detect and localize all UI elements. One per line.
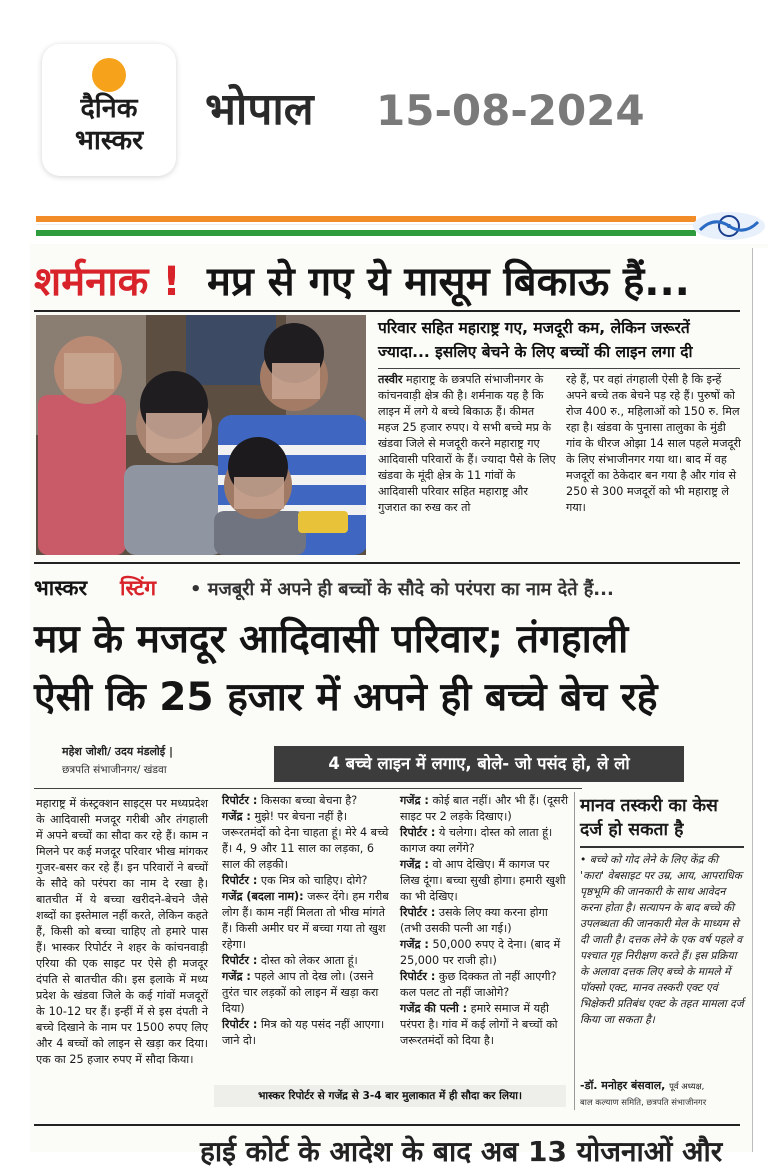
adjacent-page-edge [752,248,768,1152]
speaker: रिपोर्टर : [222,874,258,887]
dialogue-text: कुछ दिक्कत तो नहीं आएगी? कल पलट तो नहीं जाओगे? [400,970,557,999]
speaker: गजेंद्र : [400,794,429,807]
next-story-headline[interactable]: हाई कोर्ट के आदेश के बाद अब 13 योजनाओं और [200,1135,723,1168]
dialogue-text: कोई बात नहीं। और भी हैं। (दूसरी साइट पर 2 लड़के दिखाए।) [400,794,569,823]
story1-column-1 [378,372,556,516]
speaker: गजेंद्र : [400,938,429,951]
dialogue-line [400,825,570,857]
flag-emblem-icon [690,210,768,242]
divider [34,310,740,312]
masthead [0,0,768,212]
story2-footnote-box [214,1085,566,1107]
white-stripe [36,224,696,229]
dateline-place: छत्रपति संभाजीनगर/ खंडवा [62,764,167,776]
dialogue-line [222,873,392,889]
logo-text-line2: भास्कर [74,125,144,156]
dialogue-line [400,937,570,969]
speaker: गजेंद्र : [222,810,251,823]
story2-headline-line2[interactable]: ऐसी कि 25 हजार में अपने ही बच्चे बेच रहे [34,675,658,720]
dialogue-line [222,793,392,809]
logo-sun-icon [92,58,126,92]
speaker: रिपोर्टर : [222,954,258,967]
dialogue-text: एक मित्र को चाहिए। दोगे? [257,874,368,887]
headline-shame-tag: शर्मनाक ! [34,259,181,305]
divider [580,846,744,848]
sidebar-signature-name: -डॉ. मनोहर बंसवाल, [580,1079,666,1092]
dialogue-line [400,793,570,825]
story1-lead-word: तस्वीर [378,373,403,386]
divider [378,368,740,369]
story1-subheadline: परिवार सहित महाराष्ट्र गए, मजदूरी कम, लेकिन जरूरतें ज्यादा... इसलिए बेचने के लिए बच्चों की लाइन लगा दी [378,319,693,361]
dialogue-text: उसके लिए क्या करना होगा (तभी उसकी पत्नी आ गई।) [400,906,548,935]
story1-column-2: रहे हैं, पर वहां तंगहाली ऐसी है कि इन्हें अपने बच्चे तक बेचने पड़ रहे हैं। पुरुषों को रोज 400 रु., महिलाओं को 150 रु. मिल रहा है। खंडवा के पुनासा तालुका के मुंडी गांव के धीरज ओझा 14 साल पहले मजदूरी के लिए संभाजीनगर गया था। बाद में वह मजदूरों का ठेकेदार बन गया है और गांव से 250 से 300 मजदूरों को भी महाराष्ट्र ले गया। [566,373,741,514]
speaker: रिपोर्टर : [222,1018,258,1031]
speaker: रिपोर्टर : [222,794,258,807]
green-stripe [36,230,696,236]
divider [34,788,582,789]
dialogue-line [222,889,392,953]
dialogue-text: वो आप देखिए। मैं कागज पर लिख दूंगा। बच्चा सुखी होगा। हमारी खुशी का भी देखिए। [400,858,566,903]
dialogue-column-1 [222,793,392,1049]
speaker: रिपोर्टर : [400,826,436,839]
story1-headline[interactable]: मप्र से गए ये मासूम बिकाऊ हैं... [207,259,690,305]
dialogue-text: 50,000 रुपए दे देना। (बाद में 25,000 पर राजी हो।) [400,938,561,967]
dialogue-line [222,1017,392,1049]
speaker: गजेंद्र : [222,970,251,983]
sidebar-signature-role: पूर्व अध्यक्ष, [669,1081,705,1091]
pull-quote-text: 4 बच्चे लाइन में लगाए, बोले- जो पसंद हो, ले लो [328,754,630,773]
dialogue-text: किसका बच्चा बेचना है? [257,794,358,807]
speaker: गजेंद्र (बदला नाम): [222,890,304,903]
pull-quote-box [274,746,684,782]
sting-brand-label: भास्कर [34,576,88,600]
dialogue-line [400,857,570,905]
byline: महेश जोशी/ उदय मंडलोई | [62,745,174,758]
dialogue-text: मुझे! पर बेचना नहीं है। जरूरतमंदों को देना चाहता हूं। मेरे 4 बच्चे हैं। 4, 9 और 11 साल का लड़का, 6 साल की लड़की। [222,810,389,871]
dialogue-line [222,969,392,1017]
sidebar-signature-org: बाल कल्याण समिति, छत्रपति संभाजीनगर [580,1097,707,1107]
edition-name: भोपाल [205,84,314,135]
dialogue-text: पहले आप तो देख लो। (उसने तुरंत चार लड़कों को लाइन में खड़ा करा दिया) [222,970,379,1015]
dialogue-line [400,969,570,1001]
divider [34,1124,740,1126]
story1-column-1-text: महाराष्ट्र के छत्रपति संभाजीनगर के कांचनवाड़ी क्षेत्र की है। शर्मनाक यह है कि लाइन में लगे ये बच्चे बिकाऊ हैं। कीमत महज 25 हजार रुपए। ये सभी बच्चे मप्र के खंडवा जिले से मजदूरी करने महाराष्ट्र गए आदिवासी परिवारों के हैं। ज्यादा पैसे के लिए खंडवा के मूंदी क्षेत्र के 11 गांवों के आदिवासी परिवार सहित महाराष्ट्र और गुजरात का रुख कर तो [378,373,556,514]
photo-illustration [36,315,366,555]
divider [34,562,740,564]
tricolor-band [36,216,768,240]
dialogue-text: मित्र को यह पसंद नहीं आएगा। जाने दो। [222,1018,385,1047]
speaker: गजेंद्र : [400,858,429,871]
saffron-stripe [36,216,696,222]
speaker: गजेंद्र की पत्नी : [400,1002,468,1015]
story2-headline-line1[interactable]: मप्र के मजदूर आदिवासी परिवार; तंगहाली [34,617,629,662]
sidebar-title: मानव तस्करी का केस दर्ज हो सकता है [580,796,718,840]
sting-kicker: • मजबूरी में अपने ही बच्चों के सौदे को परंपरा का नाम देते हैं... [190,579,614,600]
dialogue-line [222,953,392,969]
speaker: रिपोर्टर : [400,906,436,919]
children-photo[interactable] [36,315,366,555]
sidebar-signature [580,1078,744,1094]
dialogue-text: दोस्त को लेकर आता हूं। [257,954,358,967]
newspaper-logo[interactable] [42,44,176,176]
dialogue-line [400,905,570,937]
dialogue-column-2 [400,793,570,1049]
dialogue-text: ये चलेगा। दोस्त को लाता हूं। कागज क्या लगेंगे? [400,826,553,855]
story2-column-1: महाराष्ट्र में कंस्ट्रक्शन साइट्स पर मध्यप्रदेश के आदिवासी मजदूर गरीबी और तंगहाली में अपने बच्चों का सौदा कर रहे हैं। काम न मिलने पर कई मजदूर परिवार भीख मांगकर गुजर-बसर कर रहे हैं। इन परिवारों ने बच्चों के सौदे को परंपरा का नाम दे रखा है। बातचीत में ये बच्चा खरीदने-बेचने जैसे शब्दों का इस्तेमाल नहीं करते, लेकिन कहते हैं, किसी को बच्चा चाहिए तो हमारे पास हैं। भास्कर रिपोर्टर ने शहर के कांचनवाड़ी एरिया की एक साइट पर ऐसे ही मजदूर दंपति से बातचीत की। इस इलाके में मध्य प्रदेश के खंडवा जिले के कई गांवों मजदूरों के 10-12 घर हैं। इन्हीं में से इस दंपती ने बच्चे दिखाने के नाम पर 1500 रुपए लिए और 4 बच्चों को लाइन से खड़ा कर दिया। एक का 25 हजार रुपए में सौदा किया। [36,797,208,1066]
dialogue-text: हमारे समाज में यही परंपरा है। गांव में कई लोगों ने बच्चों को जरूरतमंदों को दिया है। [400,1002,558,1047]
dialogue-line [222,809,392,873]
sidebar-body: • बच्चे को गोद लेने के लिए केंद्र की 'कारा' वेबसाइट पर उम्र, आय, आपराधिक पृष्ठभूमि की जानकारी के साथ आवेदन करना होता है। सत्यापन के बाद बच्चे की उपलब्धता की जानकारी मेल के माध्यम से दी जाती है। दत्तक लेने के एक वर्ष पहले व पश्चात गृह निरीक्षण करते हैं। इस प्रक्रिया के अलावा दत्तक लिए बच्चे के मामले में पॉक्सो एक्ट, मानव तस्करी एक्ट एवं भिक्षेकरी प्रतिबंध एक्ट के तहत मामला दर्ज किया जा सकता है। [580,853,744,1026]
dialogue-text: जरूर देंगे। हम गरीब लोग हैं। काम नहीं मिलता तो भीख मांगते हैं। किसी अमीर घर में बच्चा गया तो खुश रहेगा। [222,890,389,951]
speaker: रिपोर्टर : [400,970,436,983]
edition-date: 15-08-2024 [376,86,645,135]
sting-tag: स्टिंग [120,576,157,600]
dialogue-line [400,1001,570,1049]
column-divider [574,792,575,1110]
logo-text-line1: दैनिक [80,93,138,124]
story2-footnote: भास्कर रिपोर्टर से गजेंद्र से 3-4 बार मुलाकात में ही सौदा कर लिया। [257,1090,523,1102]
